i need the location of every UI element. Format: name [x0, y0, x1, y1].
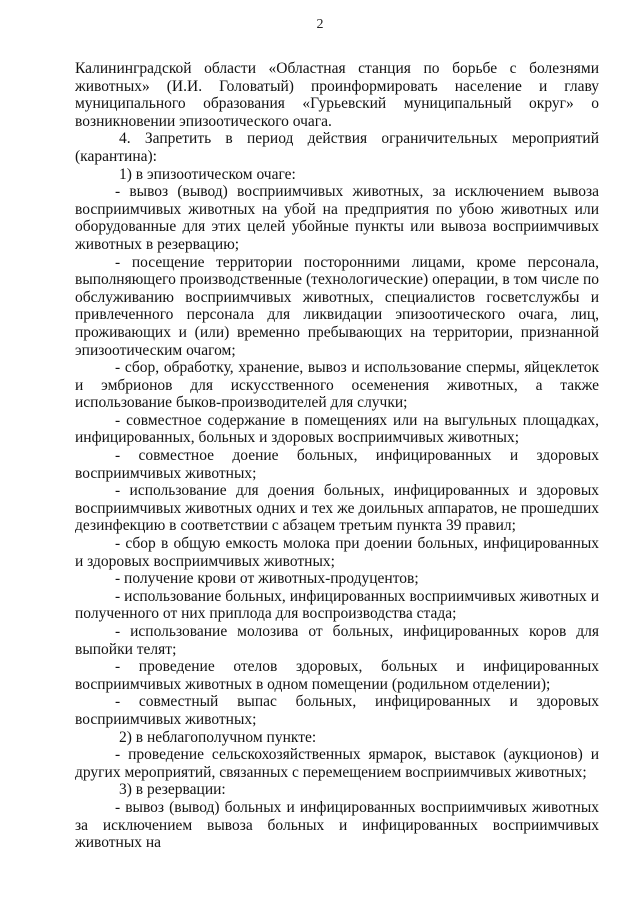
paragraph-bullet: - проведение сельскохозяйственных ярмарок, выставок (аукционов) и других мероприятий, связанных с перемещением восприимчивых животных; [75, 746, 599, 781]
paragraph-bullet: - сбор, обработку, хранение, вывоз и использование спермы, яйцеклеток и эмбрионов для искусственного осеменения животных, а также использование быков-производителей для случки; [75, 359, 599, 412]
paragraph-bullet: - вывоз (вывод) восприимчивых животных, за исключением вывоза восприимчивых животных на убой на предприятия по убою животных или оборудованные для этих целей убойные пункты или вывоза восприимчивых животных в резервацию; [75, 183, 599, 253]
paragraph-intro: Калининградской области «Областная станция по борьбе с болезнями животных» (И.И. Головатый) проинформировать население и главу муниципального образования «Гурьевский муниципальный округ» о возникновении эпизоотического очага. [75, 60, 599, 130]
paragraph-bullet: - использование молозива от больных, инфицированных коров для выпойки телят; [75, 623, 599, 658]
paragraph-bullet: - посещение территории посторонними лицами, кроме персонала, выполняющего производственные (технологические) операции, в том числе по обслуживанию восприимчивых животных, специалистов госветслужбы и привлеченного персонала для ликвидации эпизоотического очага, лиц, проживающих и (или) временно пребывающих на территории, признанной эпизоотическим очагом; [75, 253, 599, 359]
paragraph-bullet: - сбор в общую емкость молока при доении больных, инфицированных и здоровых восприимчивых животных; [75, 535, 599, 570]
paragraph-bullet: - совместный выпас больных, инфицированных и здоровых восприимчивых животных; [75, 693, 599, 728]
paragraph-bullet: - совместное содержание в помещениях или на выгульных площадках, инфицированных, больных и здоровых восприимчивых животных; [75, 411, 599, 447]
paragraph-bullet: - получение крови от животных-продуцентов; [115, 570, 419, 588]
paragraph-bullet: - использование для доения больных, инфицированных и здоровых восприимчивых животных одних и тех же доильных аппаратов, не прошедших дезинфекцию в соответствии с абзацем третьим пункта 39 правил; [75, 482, 599, 535]
paragraph-bullet: - использование больных, инфицированных восприимчивых животных и полученного от них приплода для воспроизводства стада; [75, 587, 599, 623]
paragraph-bullet: - проведение отелов здоровых, больных и инфицированных восприимчивых животных в одном помещении (родильном отделении); [75, 658, 599, 693]
paragraph-bullet: - совместное доение больных, инфицированных и здоровых восприимчивых животных; [75, 447, 599, 482]
paragraph-subitem-1: 1) в эпизоотическом очаге: [119, 165, 296, 183]
paragraph-bullet: - вывоз (вывод) больных и инфицированных восприимчивых животных за исключением вывоза больных и инфицированных восприимчивых животных на [75, 798, 599, 852]
paragraph-item-4: 4. Запретить в период действия ограничительных мероприятий (карантина): [75, 130, 599, 165]
paragraph-subitem-3: 3) в резервации: [119, 781, 226, 799]
page-number: 2 [316, 17, 324, 32]
paragraph-subitem-2: 2) в неблагополучном пункте: [119, 728, 317, 746]
